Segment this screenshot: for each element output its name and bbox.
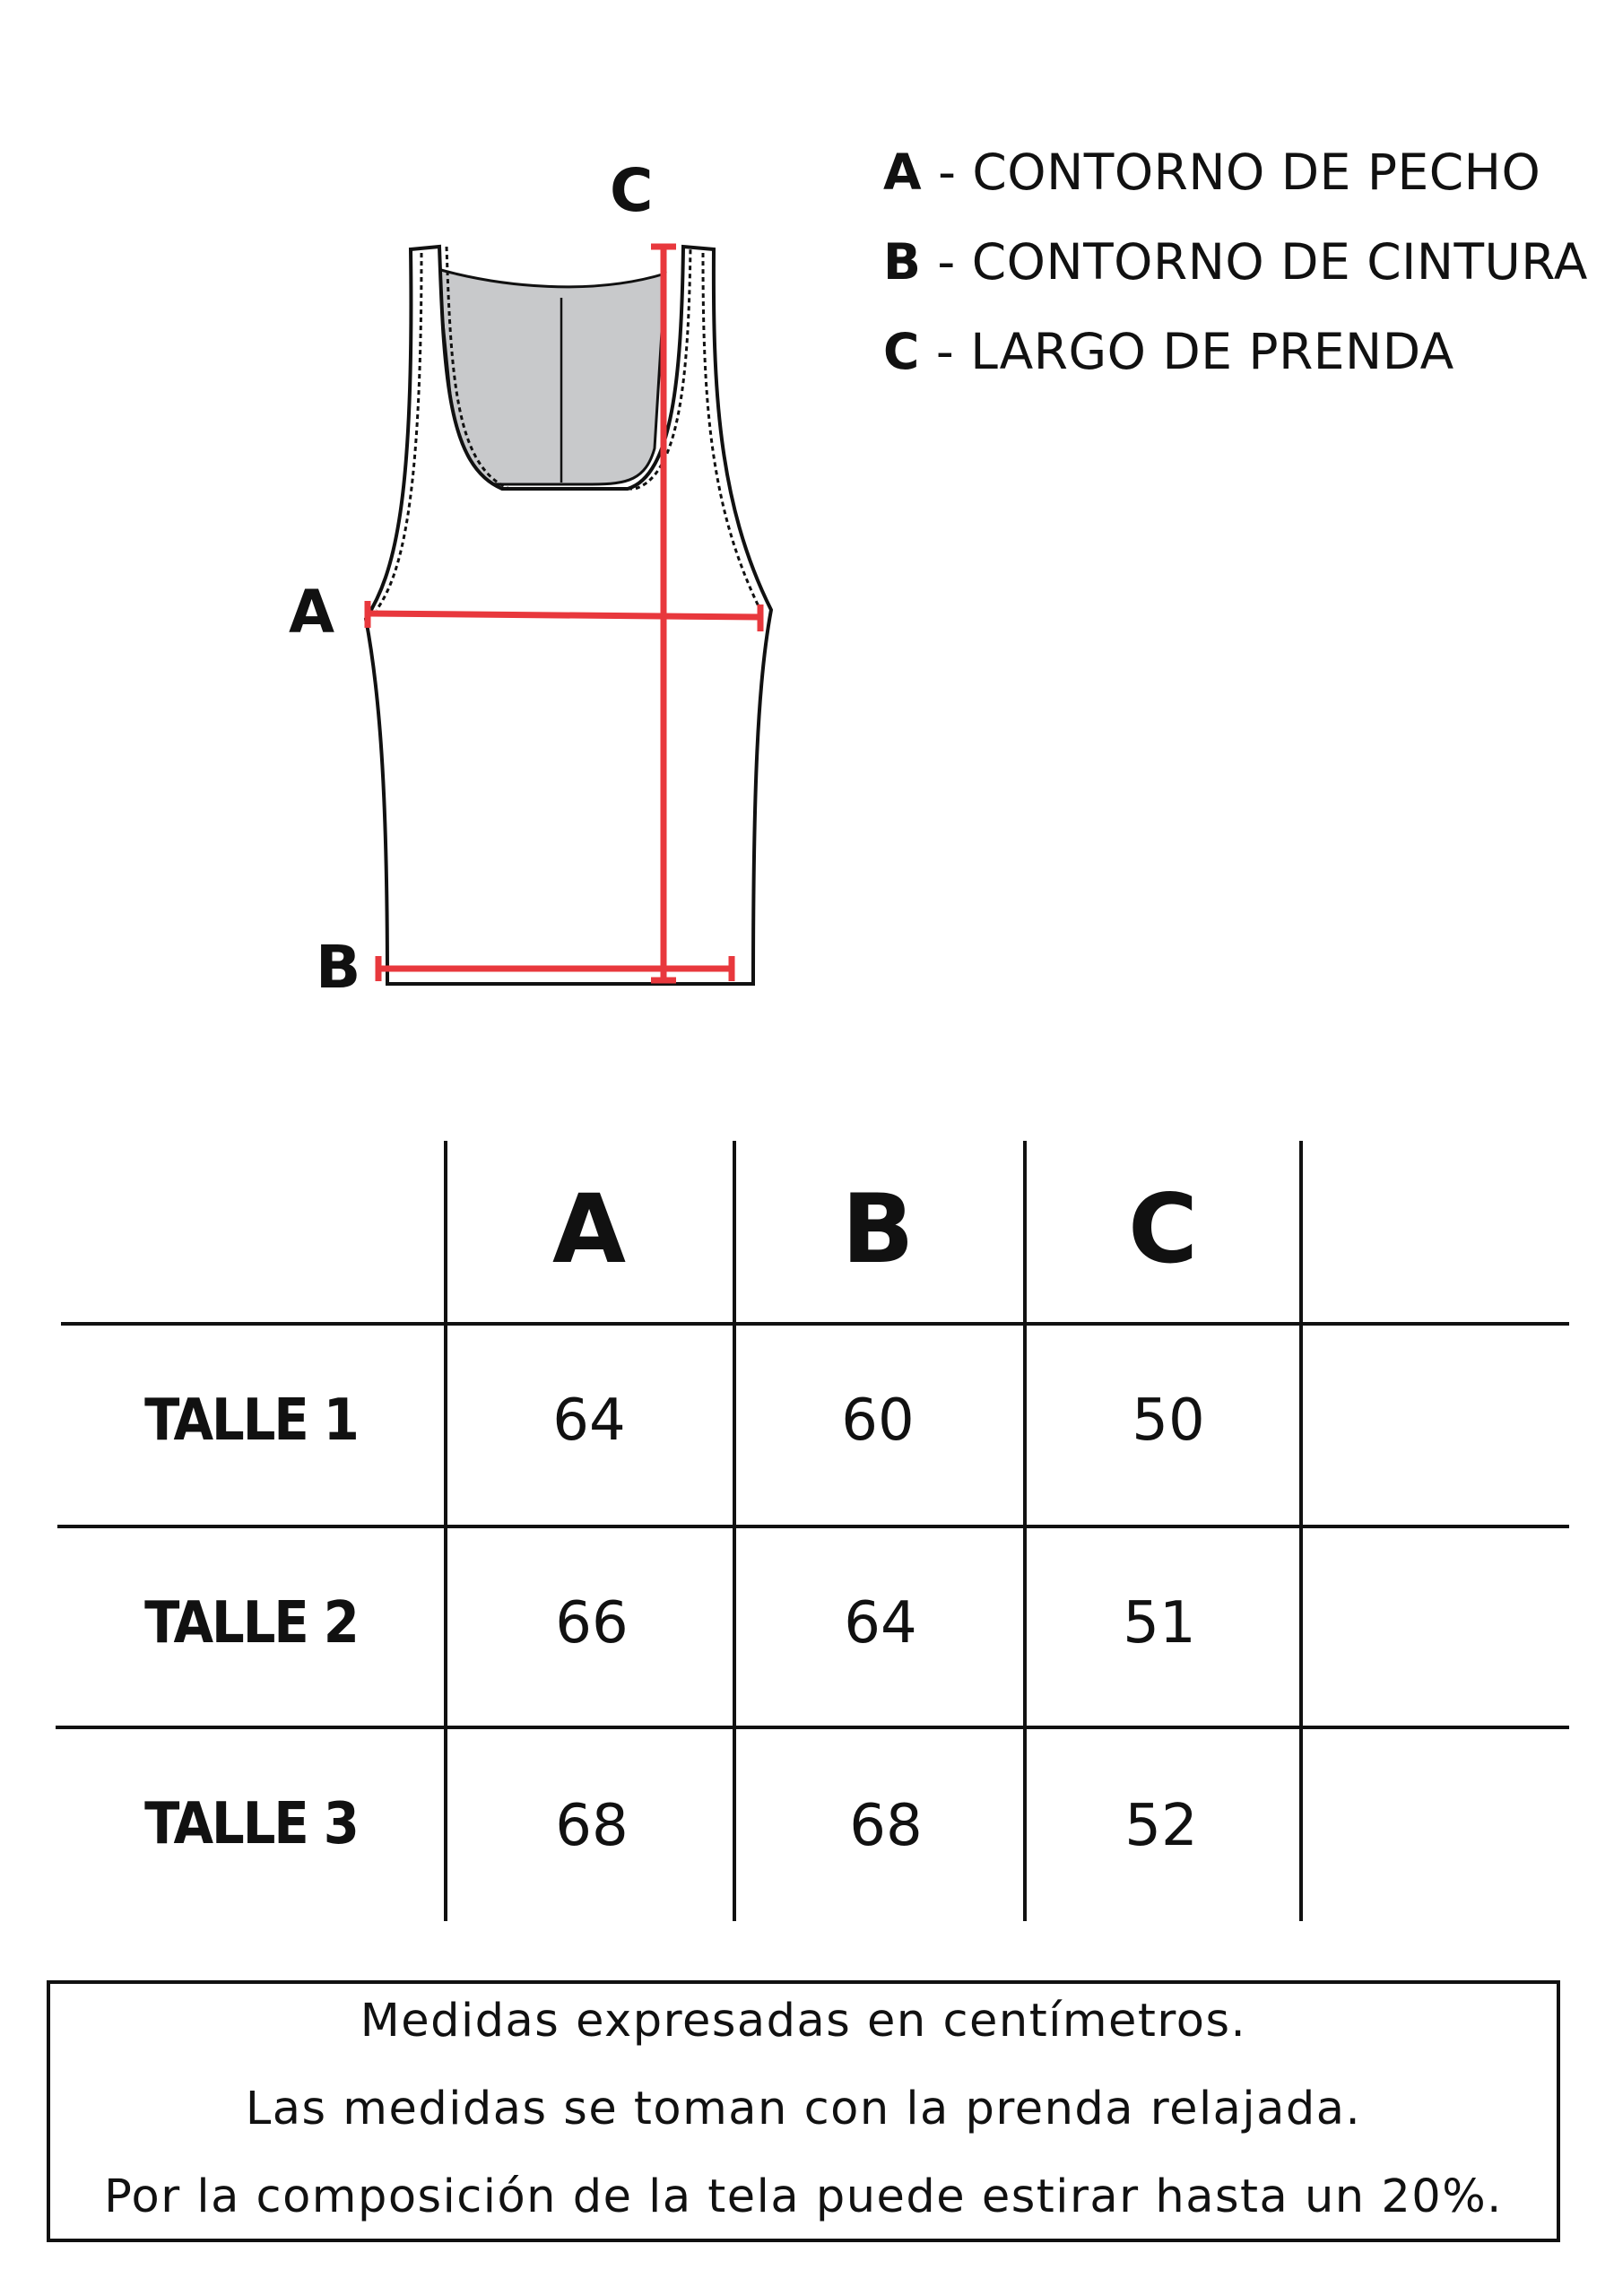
table-cell: 64 xyxy=(552,1387,626,1454)
legend-separator: - xyxy=(937,233,956,291)
row-label-talle-2: TALLE 2 xyxy=(144,1590,358,1657)
diagram-label-c: C xyxy=(610,156,654,225)
legend-letter: A xyxy=(883,144,923,201)
diagram-label-a: A xyxy=(289,578,335,647)
diagram-label-b: B xyxy=(316,933,361,1002)
legend-letter: C xyxy=(883,323,920,380)
table-divider xyxy=(61,1322,1569,1326)
legend-letter: B xyxy=(883,233,922,291)
column-header-b: B xyxy=(841,1174,915,1284)
table-divider xyxy=(56,1726,1569,1729)
column-header-c: C xyxy=(1128,1174,1198,1284)
legend-text: CONTORNO DE PECHO xyxy=(972,144,1541,201)
table-cell: 52 xyxy=(1124,1793,1198,1859)
table-cell: 51 xyxy=(1123,1590,1196,1657)
notes-box xyxy=(47,1980,1560,2242)
legend-separator: - xyxy=(938,144,957,201)
table-cell: 50 xyxy=(1132,1387,1205,1454)
row-label-talle-3: TALLE 3 xyxy=(144,1791,358,1857)
table-cell: 68 xyxy=(555,1793,629,1859)
legend-text: LARGO DE PRENDA xyxy=(970,323,1454,380)
column-header-a: A xyxy=(551,1174,627,1284)
row-label-talle-1: TALLE 1 xyxy=(144,1387,358,1454)
note-line-2: Las medidas se toman con la prenda relajada. xyxy=(245,2083,1362,2135)
table-cell: 68 xyxy=(849,1793,923,1859)
legend-text: CONTORNO DE CINTURA xyxy=(971,233,1588,291)
table-divider xyxy=(57,1525,1569,1528)
legend-separator: - xyxy=(935,323,955,380)
table-cell: 60 xyxy=(841,1387,915,1454)
table-cell: 66 xyxy=(555,1590,629,1657)
note-line-1: Medidas expresadas en centímetros. xyxy=(360,1995,1247,2048)
table-cell: 64 xyxy=(844,1590,917,1657)
note-line-3: Por la composición de la tela puede estirar hasta un 20%. xyxy=(104,2170,1503,2223)
